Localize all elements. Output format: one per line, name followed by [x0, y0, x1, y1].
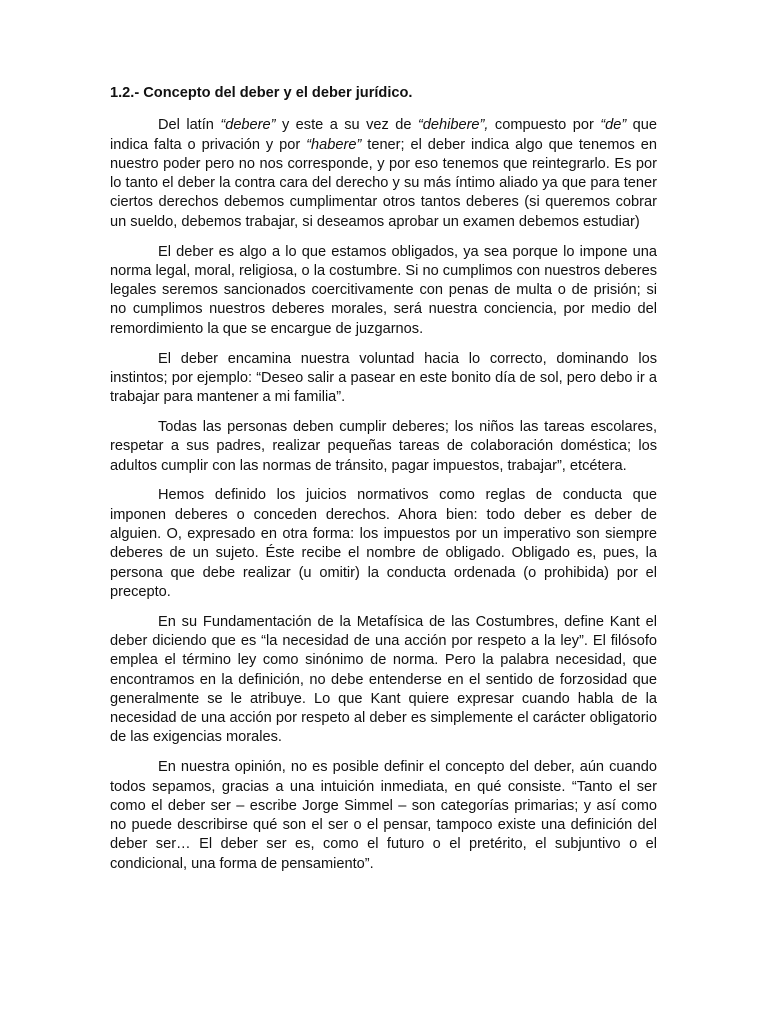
- paragraph-1-text-4: que indica falta o privación y por: [110, 117, 657, 153]
- paragraph-1-text-3: compuesto por: [488, 117, 601, 134]
- paragraph-7: En nuestra opinión, no es posible definir el concepto del deber, aún cuando todos sepamos, gracias a una intuición inmediata, en qué consiste. “Tanto el ser como el deber ser – escribe Jorge Simmel – son categorías primarias; y así como no puede describirse qué son el ser o el pensar, tampoco existe una definición del deber ser… El deber ser es, como el futuro o el pretérito, el subjuntivo o el condicional, una forma de pensamiento”.: [110, 759, 657, 872]
- paragraph-1-text-5: tener; el deber indica algo que tenemos en nuestro poder pero no nos corresponde, y por eso tenemos que reintegrarlo. Es por lo tanto el deber la contra cara del derecho y su más íntimo aliado ya que para tener ciertos derechos debemos cumplimentar otros tantos deberes (si queremos cobrar un sueldo, debemos trabajar, si deseamos aprobar un examen debemos estudiar): [110, 136, 658, 230]
- paragraph-2: El deber es algo a lo que estamos obligados, ya sea porque lo impone una norma legal, moral, religiosa, o la costumbre. Si no cumplimos con nuestros deberes legales seremos sancionados coercitivamente con penas de multa o de prisión; si no cumplimos nuestros deberes morales, será nuestra conciencia, por medio del remordimiento la que se encargue de juzgarnos.: [110, 243, 657, 337]
- italic-term-de: “de”: [600, 117, 627, 134]
- paragraph-5: Hemos definido los juicios normativos como reglas de conducta que imponen deberes o conceden derechos. Ahora bien: todo deber es deber de alguien. O, expresado en otra forma: los impuestos por un imperativo son siempre deberes de un sujeto. Éste recibe el nombre de obligado. Obligado es, pues, la persona que debe realizar (u omitir) la conducta ordenada (o prohibida) por el precepto.: [110, 487, 657, 600]
- italic-term-dehibere: “dehibere”,: [417, 117, 489, 134]
- italic-term-habere: “habere”: [306, 136, 362, 153]
- paragraph-6: En su Fundamentación de la Metafísica de las Costumbres, define Kant el deber diciendo que es “la necesidad de una acción por respeto a la ley”. El filósofo emplea el término ley como sinónimo de norma. Pero la palabra necesidad, que encontramos en la definición, no debe entenderse en el sentido de forzosidad que generalmente se le atribuye. Lo que Kant quiere expresar cuando habla de la necesidad de una acción por respeto al deber es simplemente el carácter obligatorio de las exigencias morales.: [110, 613, 657, 746]
- paragraph-1-text-2: y este a su vez de: [275, 117, 418, 134]
- paragraph-4: Todas las personas deben cumplir deberes; los niños las tareas escolares, respetar a sus padres, realizar pequeñas tareas de colaboración doméstica; los adultos cumplir con las normas de tránsito, pagar impuestos, trabajar”, etcétera.: [110, 418, 657, 474]
- section-heading: 1.2.- Concepto del deber y el deber jurídico.: [110, 85, 413, 101]
- paragraph-1-text-1: Del latín: [158, 117, 221, 134]
- paragraph-3: El deber encamina nuestra voluntad hacia lo correcto, dominando los instintos; por ejemplo: “Deseo salir a pasear en este bonito día de sol, pero debo ir a trabajar para mantener a mi familia”.: [110, 350, 657, 406]
- paragraph-1: [110, 116, 657, 232]
- italic-term-debere: “debere”: [220, 117, 276, 134]
